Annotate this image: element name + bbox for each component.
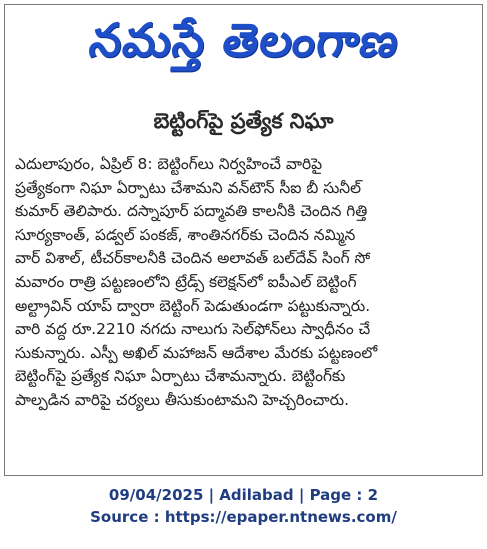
article-body — [15, 153, 481, 413]
article-line: పాల్పడిన వారిపై చర్యలు తీసుకుంటామని హెచ్చరించారు. — [15, 390, 349, 409]
source-link[interactable]: Source : https://epaper.ntnews.com/ — [90, 508, 397, 526]
newspaper-clipping — [4, 4, 483, 476]
article-line: బెట్టింగ్‌పై ప్రత్యేక నిఘా ఏర్పాటు చేశామన్నారు. బెట్టింగ్‌కు — [15, 367, 346, 386]
article-line: ప్రత్యేకంగా నిఘా ఏర్పాటు చేశామని వన్‌టౌన్ సీఐ బీ సునీల్ — [15, 178, 361, 197]
article-line: మవారం రాత్రి పట్టణంలోని ట్రేడ్స్ కలెక్షన్‌లో ఐపీఎల్ బెట్టింగ్ — [15, 272, 357, 291]
article-headline: బెట్టింగ్‌పై ప్రత్యేక నిఘా — [153, 109, 334, 133]
article-line: ఎదులాపురం, ఏప్రిల్ 8: బెట్టింగ్‌లు నిర్వహించే వారిపై — [15, 155, 323, 173]
article-line: అల్ట్రావిన్ యాప్ ద్వారా బెట్టింగ్ పెడుతుండగా పట్టుకున్నారు. — [15, 296, 371, 315]
article-line: కుమార్ తెలిపారు. దస్నాపూర్ పద్మావతి కాలనీకి చెందిన గిత్తి — [15, 202, 368, 221]
newspaper-logo: నమస్తే తెలంగాణ — [85, 13, 403, 67]
article-line: వార్ విశాల్, టీచర్‌కాలనీకి చెందిన అలావత్ బల్‌దేవ్ సింగ్ సో — [15, 249, 371, 268]
masthead — [5, 5, 482, 87]
article-line: సూర్యకాంత్, పడ్వల్ పంకజ్, శాంతినగర్‌కు చెందిన నమ్మిన — [15, 225, 356, 244]
article-line: వారి వద్ద రూ.2210 నగదు నాలుగు సెల్‌ఫోన్‌లు స్వాధీనం చే — [15, 320, 371, 339]
article-line: సుకున్నారు. ఎస్పీ అఖిల్ మహాజన్ ఆదేశాల మేరకు పట్టణంలో — [15, 343, 378, 362]
edition-meta: 09/04/2025 | Adilabad | Page : 2 — [108, 486, 379, 504]
